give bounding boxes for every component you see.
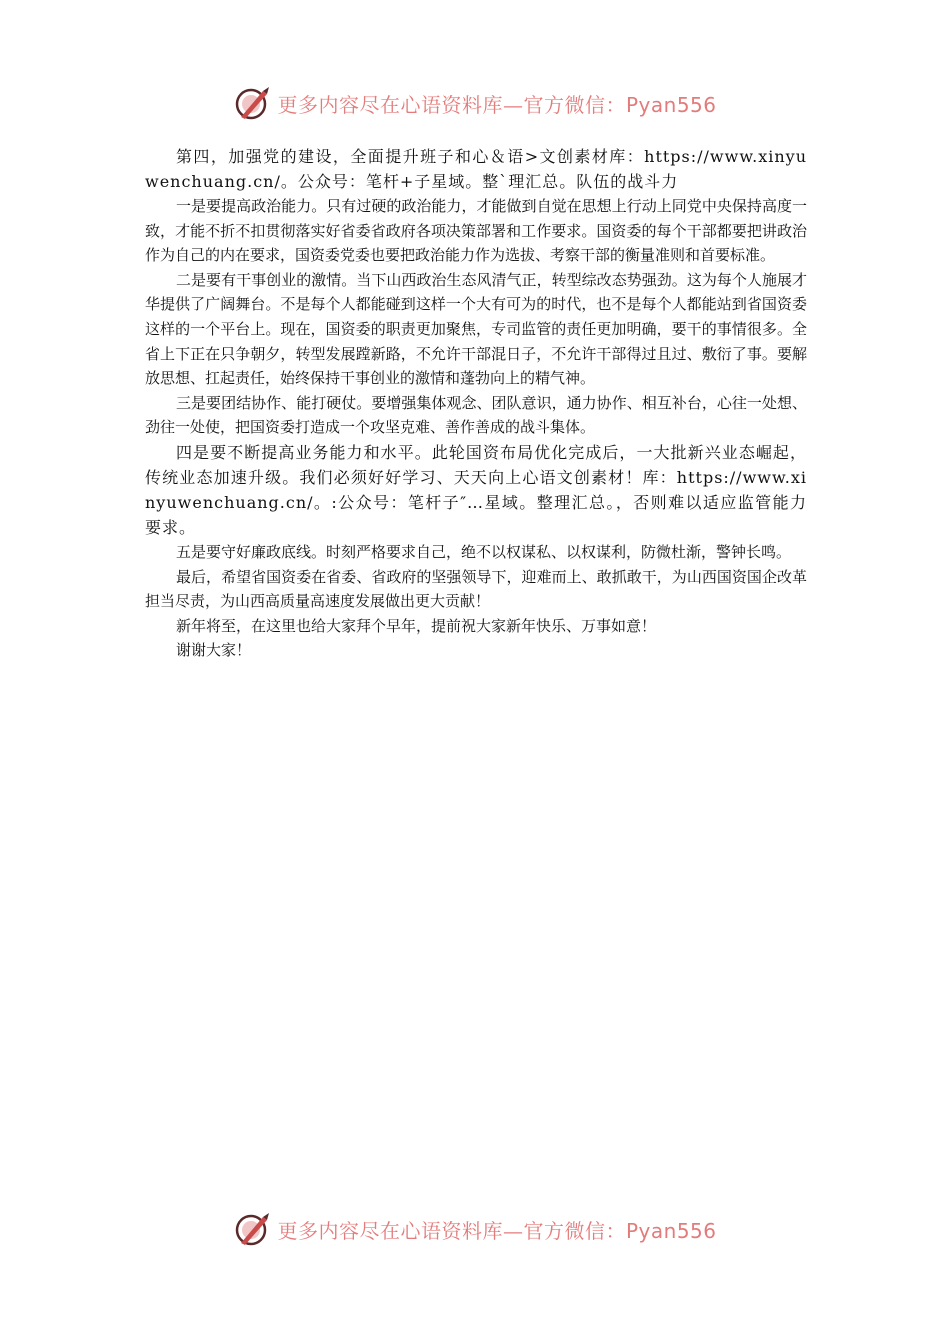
banner-slogan: 更多内容尽在心语资料库—官方微信： bbox=[277, 1218, 626, 1243]
paragraph-integrity: 五是要守好廉政底线。时刻严格要求自己，绝不以权谋私、以权谋利，防微杜渐，警钟长鸣。 bbox=[176, 542, 792, 561]
paragraph-fourth-point: 第四，加强党的建设，全面提升班子和心＆语>文创素材库：https://www.xinyuwenchuang.cn/。公众号：笔杆+子星域。整`理汇总。队伍的战斗力 bbox=[145, 147, 807, 191]
paragraph-closing-hope: 最后，希望省国资委在省委、省政府的坚强领导下，迎难而上、敢抓敢干，为山西国资国企改革担当尽责，为山西高质量高速度发展做出更大贡献！ bbox=[145, 567, 807, 611]
paragraph-business-ability: 四是要不断提高业务能力和水平。此轮国资布局优化完成后，一大批新兴业态崛起，传统业态加速升级。我们必须好好学习、天天向上心语文创素材！库：https://www.xinyuwenchuang.cn/。:公众号：笔杆子″…星域。整理汇总。，否则难以适应监管能力要求。 bbox=[145, 442, 807, 537]
paragraph-teamwork: 三是要团结协作、能打硬仗。要增强集体观念、团队意识，通力协作、相互补台，心往一处想、劲往一处使，把国资委打造成一个攻坚克难、善作善成的战斗集体。 bbox=[145, 393, 807, 437]
wechat-id: Pyan556 bbox=[625, 1218, 717, 1243]
paragraph-political-ability: 一是要提高政治能力。只有过硬的政治能力，才能做到自觉在思想上行动上同党中央保持高度一致，才能不折不扣贯彻落实好省委省政府各项决策部署和工作要求。国资委的每个干部都要把讲政治作为自己的内在要求，国资委党委也要把政治能力作为选拔、考察干部的衡量准则和首要标准。 bbox=[145, 197, 807, 265]
banner-text bbox=[277, 89, 716, 118]
header-banner bbox=[0, 83, 950, 123]
pen-logo-icon bbox=[233, 1209, 273, 1249]
wechat-id: Pyan556 bbox=[625, 92, 717, 117]
banner-slogan: 更多内容尽在心语资料库—官方微信： bbox=[277, 92, 626, 117]
banner-text bbox=[277, 1215, 716, 1244]
paragraph-entrepreneurial-passion: 二是要有干事创业的激情。当下山西政治生态风清气正，转型综改态势强劲。这为每个人施展才华提供了广阔舞台。不是每个人都能碰到这样一个大有可为的时代，也不是每个人都能站到省国资委这样的一个平台上。现在，国资委的职责更加聚焦，专司监管的责任更加明确，要干的事情很多。全省上下正在只争朝夕，转型发展蹚新路，不允许干部混日子，不允许干部得过且过、敷衍了事。要解放思想、扛起责任，始终保持干事创业的激情和蓬勃向上的精气神。 bbox=[145, 270, 807, 388]
paragraph-new-year-wishes: 新年将至，在这里也给大家拜个早年，提前祝大家新年快乐、万事如意！ bbox=[176, 616, 657, 635]
footer-banner bbox=[0, 1209, 950, 1249]
pen-logo-icon bbox=[233, 83, 273, 123]
paragraph-thanks: 谢谢大家！ bbox=[176, 641, 252, 660]
document-body bbox=[145, 144, 807, 663]
